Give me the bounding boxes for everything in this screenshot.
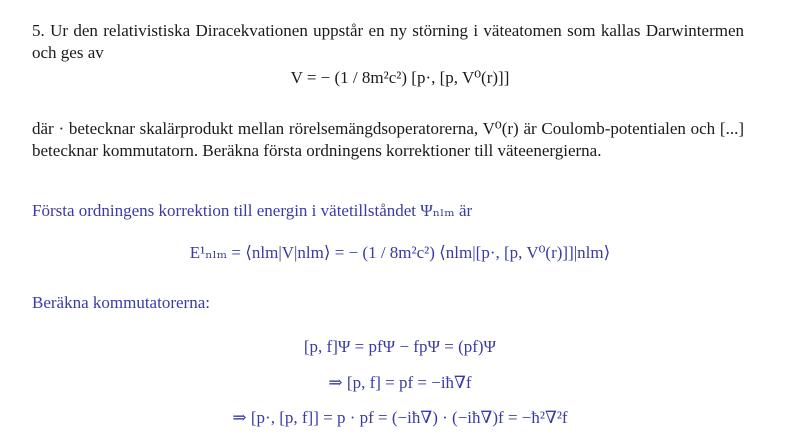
equation-energy: E¹ₙₗₘ = ⟨nlm|V|nlm⟩ = − (1 / 8m²c²) ⟨nlm|[p·, [p, V⁰(r)]]|nlm⟩	[189, 243, 611, 262]
equation-commutator-3: ⇒ [p·, [p, f]] = p · pf = (−iħ∇) · (−iħ∇)f = −ħ²∇²f	[232, 408, 568, 427]
problem-intro: 5. Ur den relativistiska Diracekvationen uppstår en ny störning i väteatomen som kallas Darwintermen och ges av	[32, 21, 744, 62]
problem-description: där · betecknar skalärprodukt mellan rörelsemängdsoperatorerna, V⁰(r) är Coulomb-potentialen och [...] betecknar kommutatorn. Beräkna första ordningens korrektioner till väteenergierna.	[32, 119, 744, 160]
commutator-text: Beräkna kommutatorerna:	[32, 293, 210, 312]
first-order-text: Första ordningens korrektion till energin i vätetillståndet Ψₙₗₘ är	[32, 201, 473, 220]
equation-commutator-1: [p, f]Ψ = pfΨ − fpΨ = (pf)Ψ	[303, 337, 497, 356]
equation-V: V = − (1 / 8m²c²) [p·, [p, V⁰(r)]]	[290, 68, 510, 87]
equation-commutator-2: ⇒ [p, f] = pf = −iħ∇f	[328, 373, 472, 392]
